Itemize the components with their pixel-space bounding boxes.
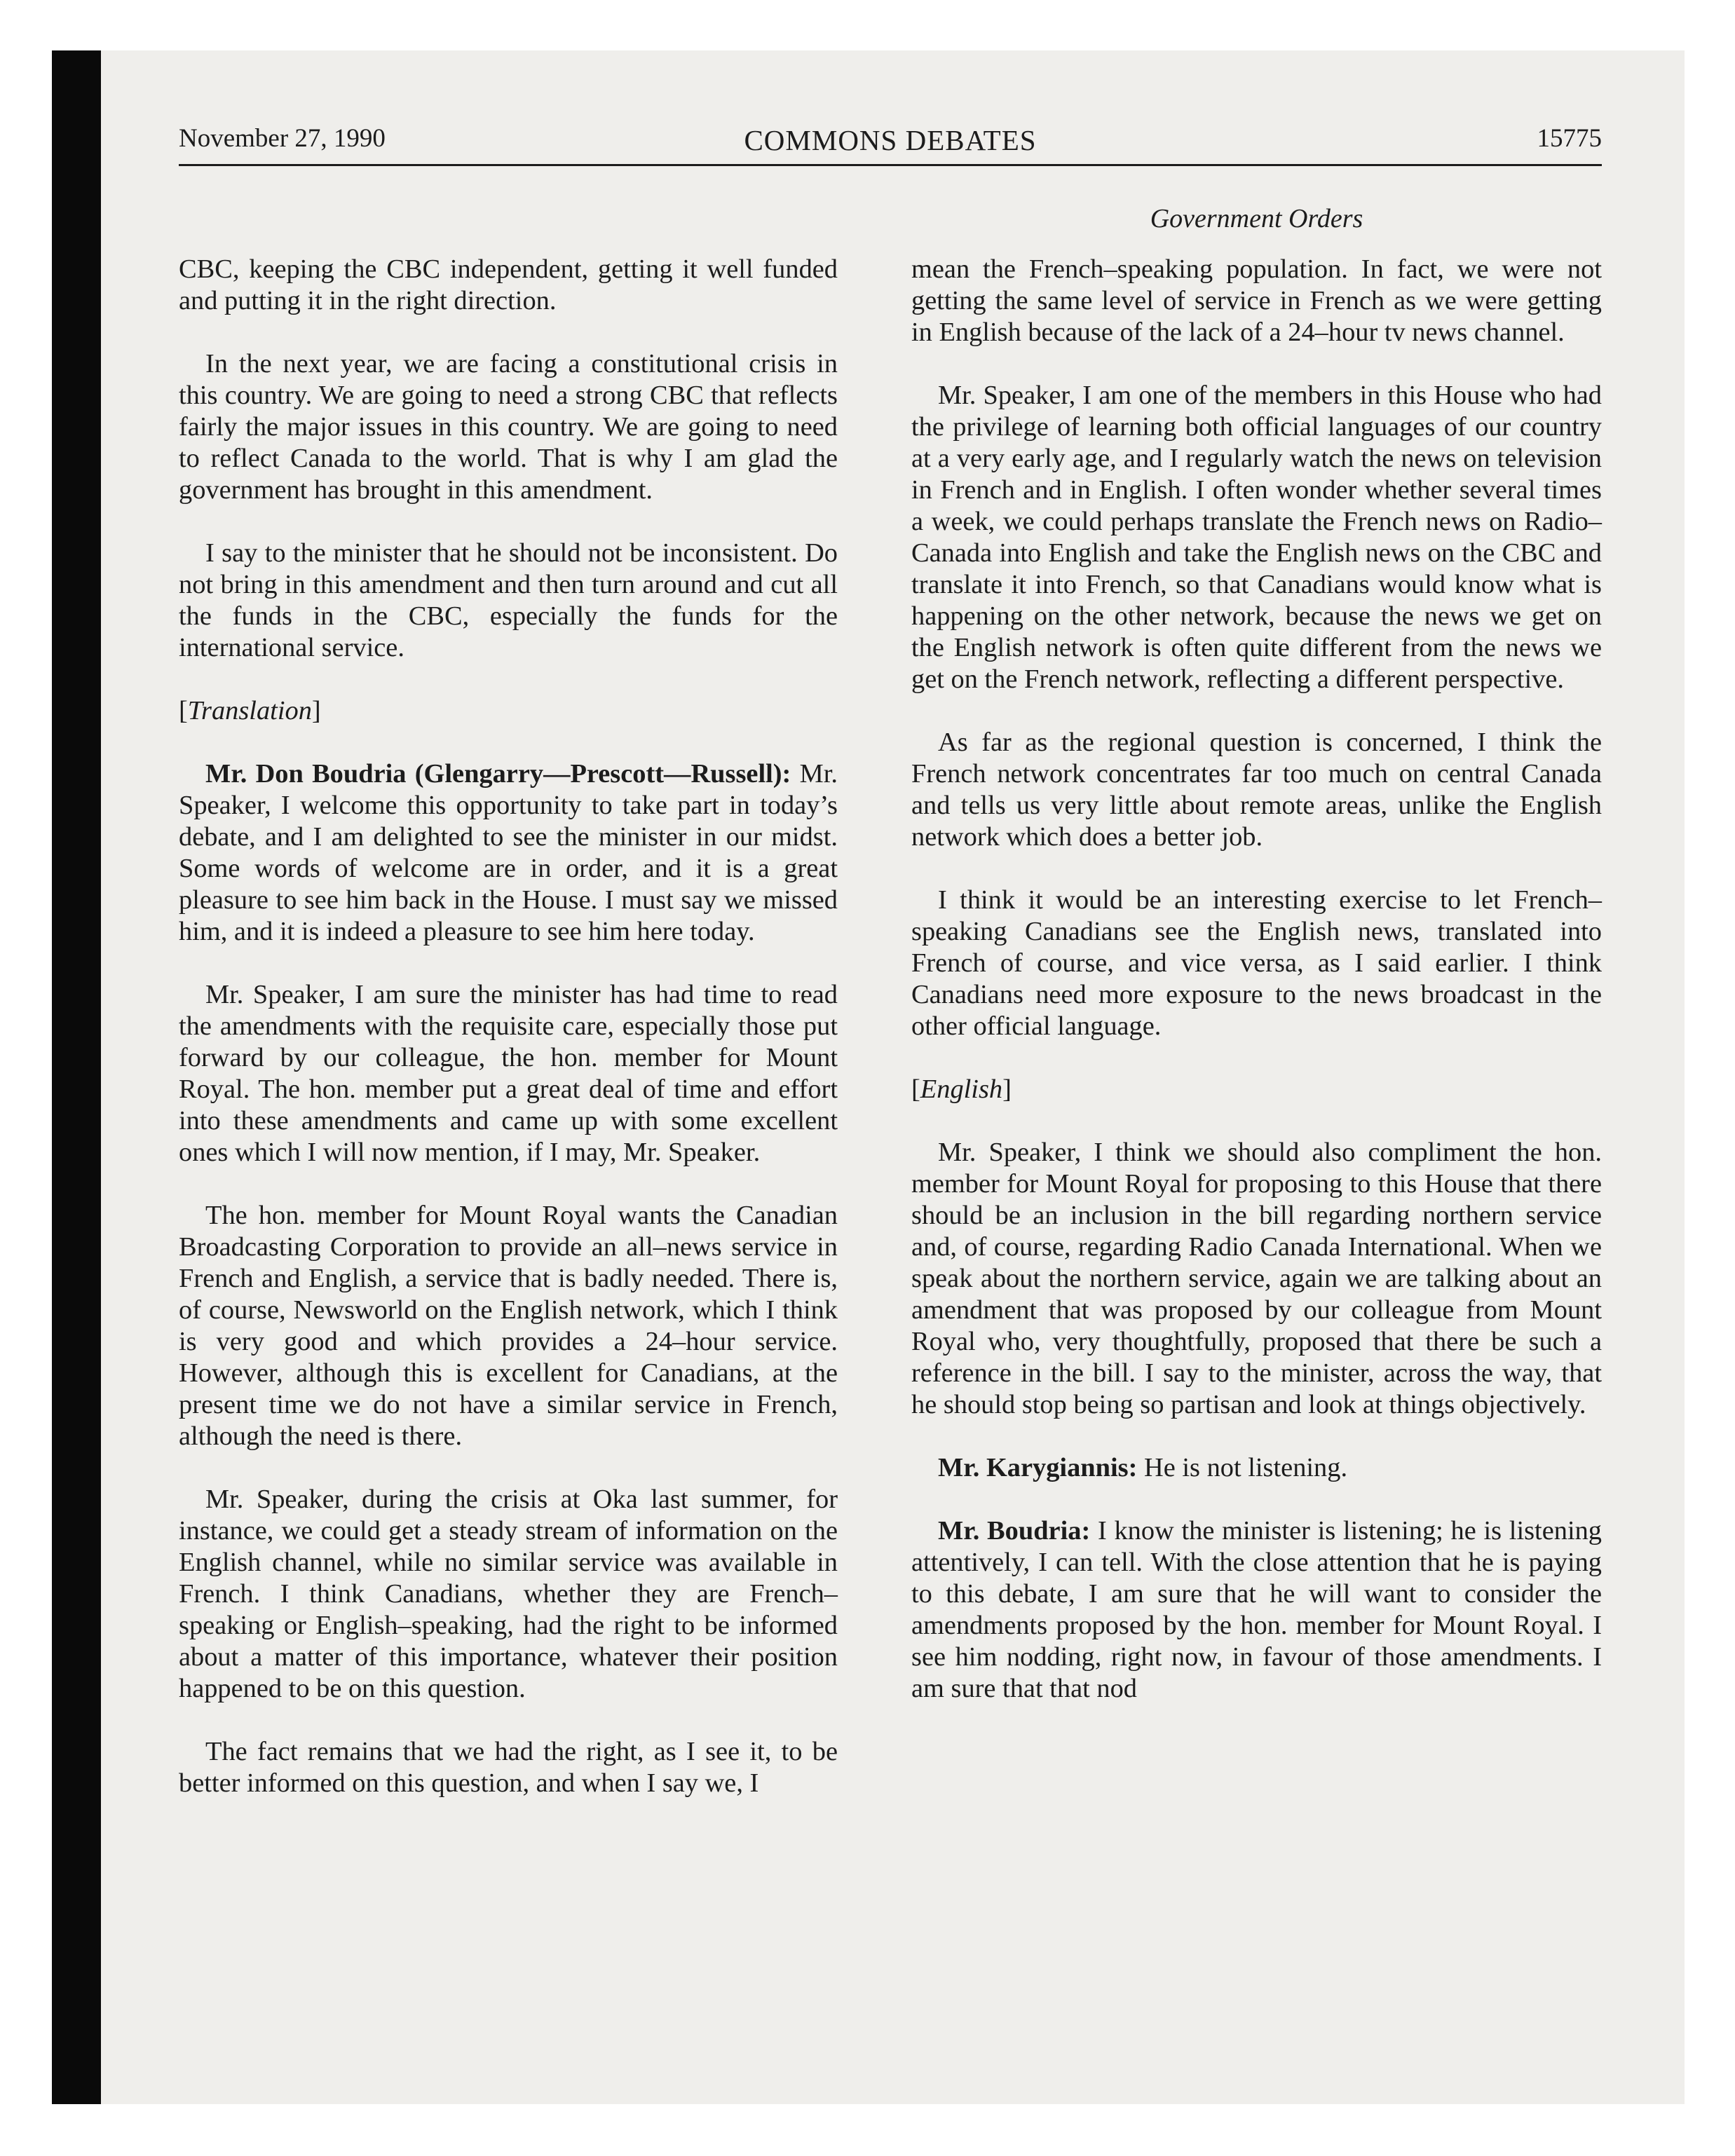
language-marker: [English] [911,1074,1012,1104]
paragraph [911,1515,1602,1705]
header-title: COMMONS DEBATES [744,124,1037,156]
paragraph [179,758,838,948]
paragraph: In the next year, we are facing a constitutional crisis in this country. We are going to need a strong CBC that reflects fairly the major issues in this country. We are going to need to reflect Canada to the world. That is why I am glad the government has brought in this amendment. [179,349,838,505]
paragraph: Mr. Speaker, during the crisis at Oka last summer, for instance, we could get a steady stream of information on the English channel, while no similar service was available in French. I think Canadians, whether they are French–speaking or English–speaking, had the right to be informed about a matter of this importance, whatever their position happened to be on this question. [179,1485,838,1703]
scan-edge-bar [52,50,101,2104]
header-date: November 27, 1990 [179,124,386,153]
paragraph [911,1452,1602,1484]
paragraph: The fact remains that we had the right, as I see it, to be better informed on this question, and when I say we, I [179,1737,838,1798]
running-header [179,123,1602,165]
speaker-name: Mr. Don Boudria (Glengarry—Prescott—Russell): [205,759,791,789]
speech-text: Mr. Speaker, I welcome this opportunity to take part in today’s debate, and I am delighted to see the minister in our midst. Some words of welcome are in order, and it is a great pleasure to see him back in the House. I must say we missed him, and it is indeed a pleasure to see him here today. [179,759,838,946]
speech-text: I know the minister is listening; he is listening attentively, I can tell. With the close attention that he is paying to this debate, I am sure that he will want to consider the amendments proposed by the hon. member for Mount Royal. I see him nodding, right now, in favour of those amendments. I am sure that that nod [911,1516,1603,1703]
paragraph: mean the French–speaking population. In fact, we were not getting the same level of service in French as we were getting in English because of the lack of a 24–hour tv news channel. [911,254,1602,347]
paragraph: I say to the minister that he should not be inconsistent. Do not bring in this amendment and then turn around and cut all the funds in the CBC, especially the funds for the international service. [179,538,838,662]
paragraph: As far as the regional question is concerned, I think the French network concentrates far too much on central Canada and tells us very little about remote areas, unlike the English network which does a better job. [911,728,1602,852]
header-page-number: 15775 [1537,124,1602,153]
paragraph: The hon. member for Mount Royal wants the Canadian Broadcasting Corporation to provide an all–news service in French and English, a service that is badly needed. There is, of course, Newsworld on the English network, which I think is very good and which provides a 24–hour service. However, although this is excellent for Canadians, at the present time we do not have a similar service in French, although the need is there. [179,1201,838,1451]
right-column [911,254,1602,1736]
language-marker-label: Translation [187,696,312,725]
header-rule [179,164,1602,166]
paragraph: CBC, keeping the CBC independent, getting it well funded and putting it in the right direction. [179,254,838,315]
left-column [179,254,838,1831]
paragraph: Mr. Speaker, I am one of the members in this House who had the privilege of learning both official languages of our country at a very early age, and I regularly watch the news on television in French and in English. I often wonder whether several times a week, we could perhaps translate the French news on Radio–Canada into English and take the English news on the CBC and translate it into French, so that Canadians would know what is happening on the other network, because the news we get on the English network is often quite different from the news we get on the French network, reflecting a different perspective. [911,381,1602,694]
speaker-name: Mr. Boudria: [938,1516,1091,1546]
language-marker: [Translation] [179,696,321,725]
language-marker-label: English [920,1074,1003,1104]
section-label: Government Orders [1150,204,1363,233]
paragraph: Mr. Speaker, I am sure the minister has had time to read the amendments with the requisite care, especially those put forward by our colleague, the hon. member for Mount Royal. The hon. member put a great deal of time and effort into these amendments and came up with some excellent ones which I will now mention, if I may, Mr. Speaker. [179,980,838,1167]
speech-text: He is not listening. [1144,1453,1348,1482]
paragraph: I think it would be an interesting exercise to let French–speaking Canadians see the English news, translated into French of course, and vice versa, as I said earlier. I think Canadians need more exposure to the news broadcast in the other official language. [911,885,1602,1041]
speaker-name: Mr. Karygiannis: [938,1453,1138,1482]
paragraph: Mr. Speaker, I think we should also compliment the hon. member for Mount Royal for proposing to this House that there should be an inclusion in the bill regarding northern service and, of course, regarding Radio Canada International. When we speak about the northern service, again we are talking about an amendment that was proposed by our colleague from Mount Royal who, very thoughtfully, proposed that there be such a reference in the bill. I say to the minister, across the way, that he should stop being so partisan and look at things objectively. [911,1138,1602,1419]
